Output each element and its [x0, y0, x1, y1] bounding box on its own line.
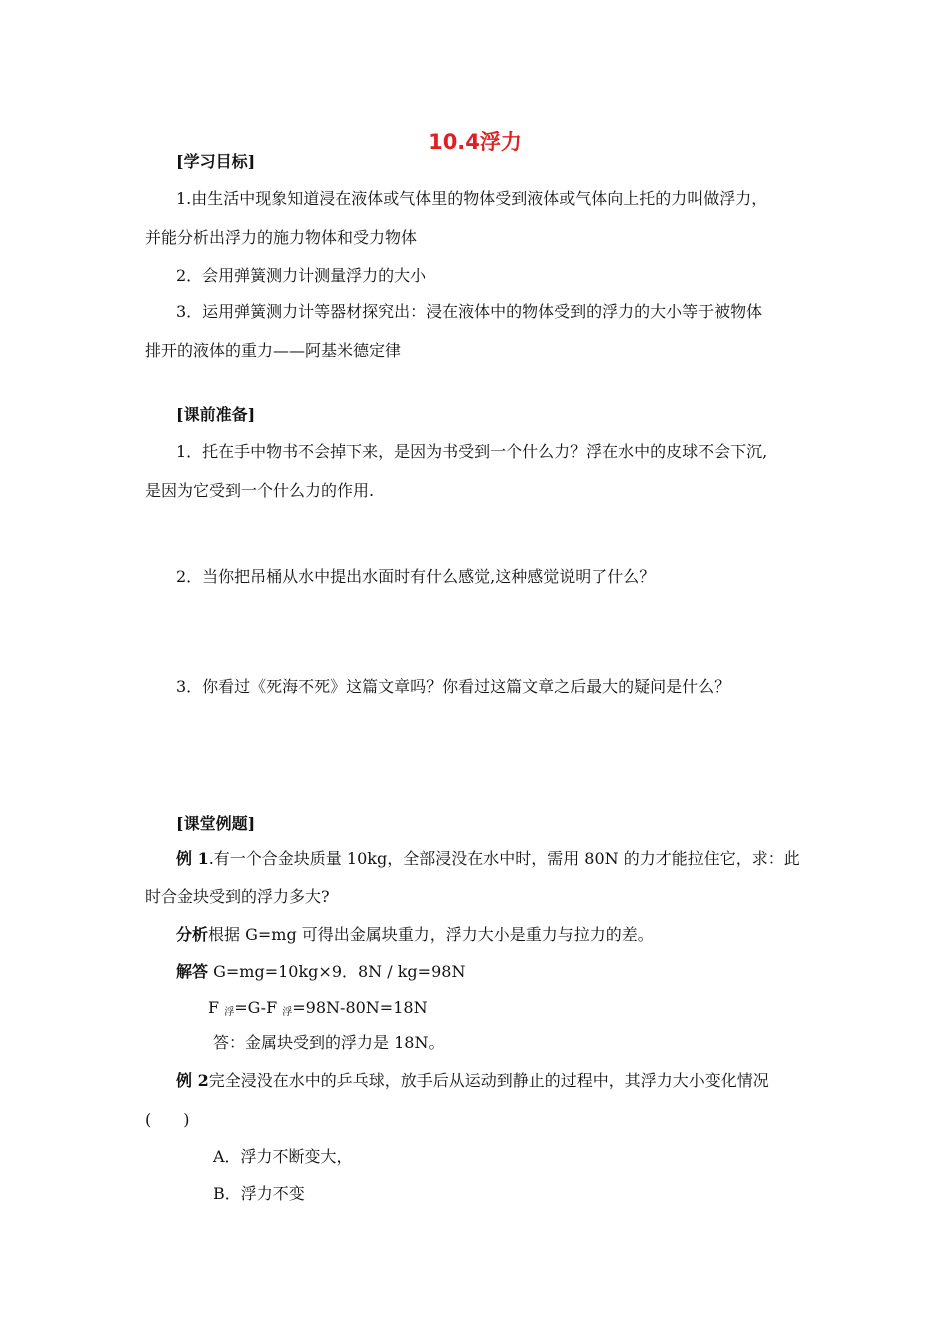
example-2-text: 完全浸没在水中的乒乓球，放手后从运动到静止的过程中，其浮力大小变化情况	[208, 1071, 769, 1090]
answer-formula-2a: F	[208, 998, 225, 1017]
answer-subscript-1: 浮	[224, 1007, 235, 1018]
example-2-paren: ( )	[145, 1110, 190, 1129]
example-1-line-2: 时合金块受到的浮力多大?	[145, 887, 330, 906]
analysis-line	[176, 925, 654, 945]
answer-formula-1: G=mg=10kg×9．8N / kg=98N	[208, 962, 466, 981]
answer-formula-2c: =98N-80N=18N	[292, 998, 428, 1017]
example-1-label: 例 1	[176, 849, 209, 868]
answer-line-2	[208, 998, 428, 1023]
goal-item-2: 2．会用弹簧测力计测量浮力的大小	[176, 266, 427, 285]
answer-line-1	[176, 962, 465, 982]
answer-label: 解答	[176, 962, 209, 981]
section-heading-class-examples: [课堂例题]	[176, 814, 256, 833]
option-b: B．浮力不变	[213, 1184, 305, 1203]
section-heading-preparation: [课前准备]	[176, 405, 256, 424]
prep-question-1-line-2: 是因为它受到一个什么力的作用.	[145, 481, 375, 500]
example-1-line-1	[176, 849, 800, 869]
answer-subscript-2: 浮	[282, 1007, 293, 1018]
answer-line-3: 答：金属块受到的浮力是 18N。	[213, 1033, 445, 1052]
goal-item-1-line-1: 1.由生活中现象知道浸在液体或气体里的物体受到液体或气体向上托的力叫做浮力，	[176, 189, 768, 208]
answer-formula-2b: =G-F	[234, 998, 283, 1017]
page-title: 10.4浮力	[428, 130, 522, 154]
goal-item-3-line-2: 排开的液体的重力——阿基米德定律	[145, 341, 402, 360]
example-2-label: 例 2	[176, 1071, 209, 1090]
prep-question-2: 2．当你把吊桶从水中提出水面时有什么感觉,这种感觉说明了什么？	[176, 567, 656, 586]
example-2-line-1	[176, 1071, 769, 1091]
option-a: A．浮力不断变大，	[213, 1147, 353, 1166]
prep-question-1-line-1: 1．托在手中物书不会掉下来，是因为书受到一个什么力？浮在水中的皮球不会下沉,	[176, 442, 768, 461]
goal-item-1-line-2: 并能分析出浮力的施力物体和受力物体	[145, 228, 418, 247]
analysis-label: 分析	[176, 925, 209, 944]
example-1-text: .有一个合金块质量 10kg，全部浸没在水中时，需用 80N 的力才能拉住它，求：此	[208, 849, 800, 868]
section-heading-learning-goals: [学习目标]	[176, 152, 256, 171]
goal-item-3-line-1: 3．运用弹簧测力计等器材探究出：浸在液体中的物体受到的浮力的大小等于被物体	[176, 302, 763, 321]
prep-question-3: 3．你看过《死海不死》这篇文章吗？你看过这篇文章之后最大的疑问是什么？	[176, 677, 731, 696]
analysis-text: 根据 G=mg 可得出金属块重力，浮力大小是重力与拉力的差。	[208, 925, 654, 944]
